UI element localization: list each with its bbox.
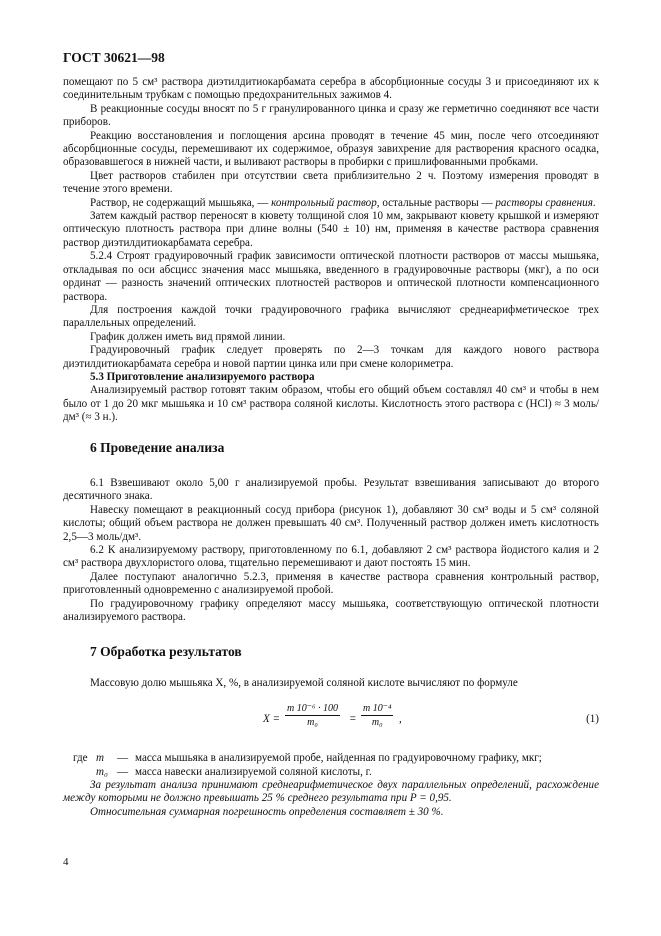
formula-denominator: m₀ xyxy=(307,717,318,729)
formula-denominator: m₀ xyxy=(371,717,383,729)
formula-equals: = xyxy=(349,713,357,726)
definition-row xyxy=(63,766,599,779)
paragraph: Навеску помещают в реакционный сосуд прибора (рисунок 1), добавляют 30 см³ воды и 5 см³ соляной кислоты; общий объем раствора не должен превышать 40 см³. Полученный раствор должен иметь кислотность 2,5—3 моль/дм³. xyxy=(63,503,599,543)
paragraph: Градуировочный график следует проверять по 2—3 точкам для каждого нового раствора диэтилдитиокарбамата серебра и новой партии цинка или при смене колориметра. xyxy=(63,344,599,370)
formula-fraction xyxy=(361,702,393,730)
paragraph: В реакционные сосуды вносят по 5 г гранулированного цинка и сразу же герметично соединяют все части приборов. xyxy=(63,102,599,129)
paragraph: Анализируемый раствор готовят таким образом, чтобы его общий объем составлял 40 см³ и чтобы в нем было от 1 до 20 мкг мышьяка и 10 см³ раствора соляной кислоты. Кислотность этого раствора c (HCl) ≈ 3 моль/дм³ (≈ 3 н.). xyxy=(63,384,599,424)
definition-lead: где xyxy=(73,752,88,765)
document-header: ГОСТ 30621—98 xyxy=(63,50,165,65)
paragraph: Массовую долю мышьяка X, %, в анализируемой соляной кислоте вычисляют по формуле xyxy=(90,676,518,689)
text-run: . xyxy=(592,196,596,209)
paragraph: 5.2.4 Строят градуировочный график зависимости оптической плотности растворов от массы мышьяка, откладывая по оси абсцисс значения масс мышьяка, введенного в градуировочные растворы (мкг), а по оси ординат — разность значений оптических плотностей растворов и оптической плотности компенсационного раствора. xyxy=(63,250,599,303)
definition-text: масса навески анализируемой соляной кислоты, г. xyxy=(135,765,372,778)
definition-dash: — xyxy=(117,752,129,765)
paragraph: Затем каждый раствор переносят в кювету толщиной слоя 10 мм, закрывают кювету крышкой и измеряют оптическую плотность раствора при длине волны (540 ± 10) нм, применяя в качестве раствора сравнения раствор диэтилдитиокарбамата серебра. xyxy=(63,210,599,249)
definition-symbol: m₀ xyxy=(96,765,108,778)
formula-numerator: m 10⁻⁴ xyxy=(363,703,392,715)
document-body xyxy=(63,76,599,819)
subsection-heading: 5.3 Приготовление анализируемого раствора xyxy=(90,370,315,383)
term-control-solution: контрольный раствор xyxy=(271,196,377,209)
section-heading: 6 Проведение анализа xyxy=(90,439,225,455)
formula xyxy=(63,702,599,742)
definition-text: масса мышьяка в анализируемой пробе, найденная по градуировочному графику, мкг; xyxy=(135,752,542,765)
paragraph: Цвет растворов стабилен при отсутствии света приблизительно 2 ч. Поэтому измерения проводят в течение этого времени. xyxy=(63,169,599,196)
definition-dash: — xyxy=(117,765,129,778)
paragraph: помещают по 5 см³ раствора диэтилдитиокарбамата серебра в абсорбционные сосуды 3 и присоединяют их к соединительным трубкам с помощью предохранительных зажимов 4. xyxy=(63,76,599,102)
formula-number: (1) xyxy=(586,713,599,726)
term-reference-solutions: растворы сравнения xyxy=(495,196,593,209)
formula-comma: , xyxy=(399,713,402,726)
paragraph: Для построения каждой точки градуировочного графика вычисляют среднеарифметическое трех параллельных определений. xyxy=(63,303,599,330)
section-heading: 7 Обработка результатов xyxy=(90,644,242,660)
definition-symbol: m xyxy=(96,752,105,765)
paragraph-error: Относительная суммарная погрешность определения составляет ± 30 %. xyxy=(90,805,444,818)
variable-definitions xyxy=(63,752,599,779)
paragraph: Далее поступают аналогично 5.2.3, применяя в качестве раствора сравнения контрольный раствор, приготовленный одновременно с анализируемой пробой. xyxy=(63,570,599,597)
paragraph: По градуировочному графику определяют массу мышьяка, соответствующую оптической плотности анализируемого раствора. xyxy=(63,597,599,624)
paragraph: Реакцию восстановления и поглощения арсина проводят в течение 45 мин, после чего отсоединяют абсорбционные сосуды, перемешивают их содержимое, образуя завихрение для растворения красного осадка, образовавшегося в нижней части, и выливают растворы в пробирки с пришлифованными пробками. xyxy=(63,129,599,169)
paragraph: График должен иметь вид прямой линии. xyxy=(90,330,286,343)
definition-row xyxy=(63,752,599,765)
formula-numerator: m 10⁻⁶ · 100 xyxy=(287,703,338,715)
paragraph: 6.2 К анализируемому раствору, приготовленному по 6.1, добавляют 2 см³ раствора йодистого калия и 2 см³ раствора двухлористого олова, тщательно перемешивают и дают постоять 15 мин. xyxy=(63,544,599,570)
paragraph-result: За результат анализа принимают среднеарифметическое двух параллельных определений, расхождение между которыми не должно превышать 25 % среднего результата при P = 0,95. xyxy=(63,779,599,805)
paragraph-definitions xyxy=(63,197,599,210)
text-run: , остальные растворы — xyxy=(376,196,496,209)
formula-lhs: X = xyxy=(263,713,281,726)
page-number: 4 xyxy=(63,856,69,868)
formula-fraction xyxy=(285,702,340,730)
paragraph: 6.1 Взвешивают около 5,00 г анализируемой пробы. Результат взвешивания записывают до второго десятичного знака. xyxy=(63,476,599,503)
text-run: Раствор, не содержащий мышьяка, — xyxy=(90,196,272,209)
